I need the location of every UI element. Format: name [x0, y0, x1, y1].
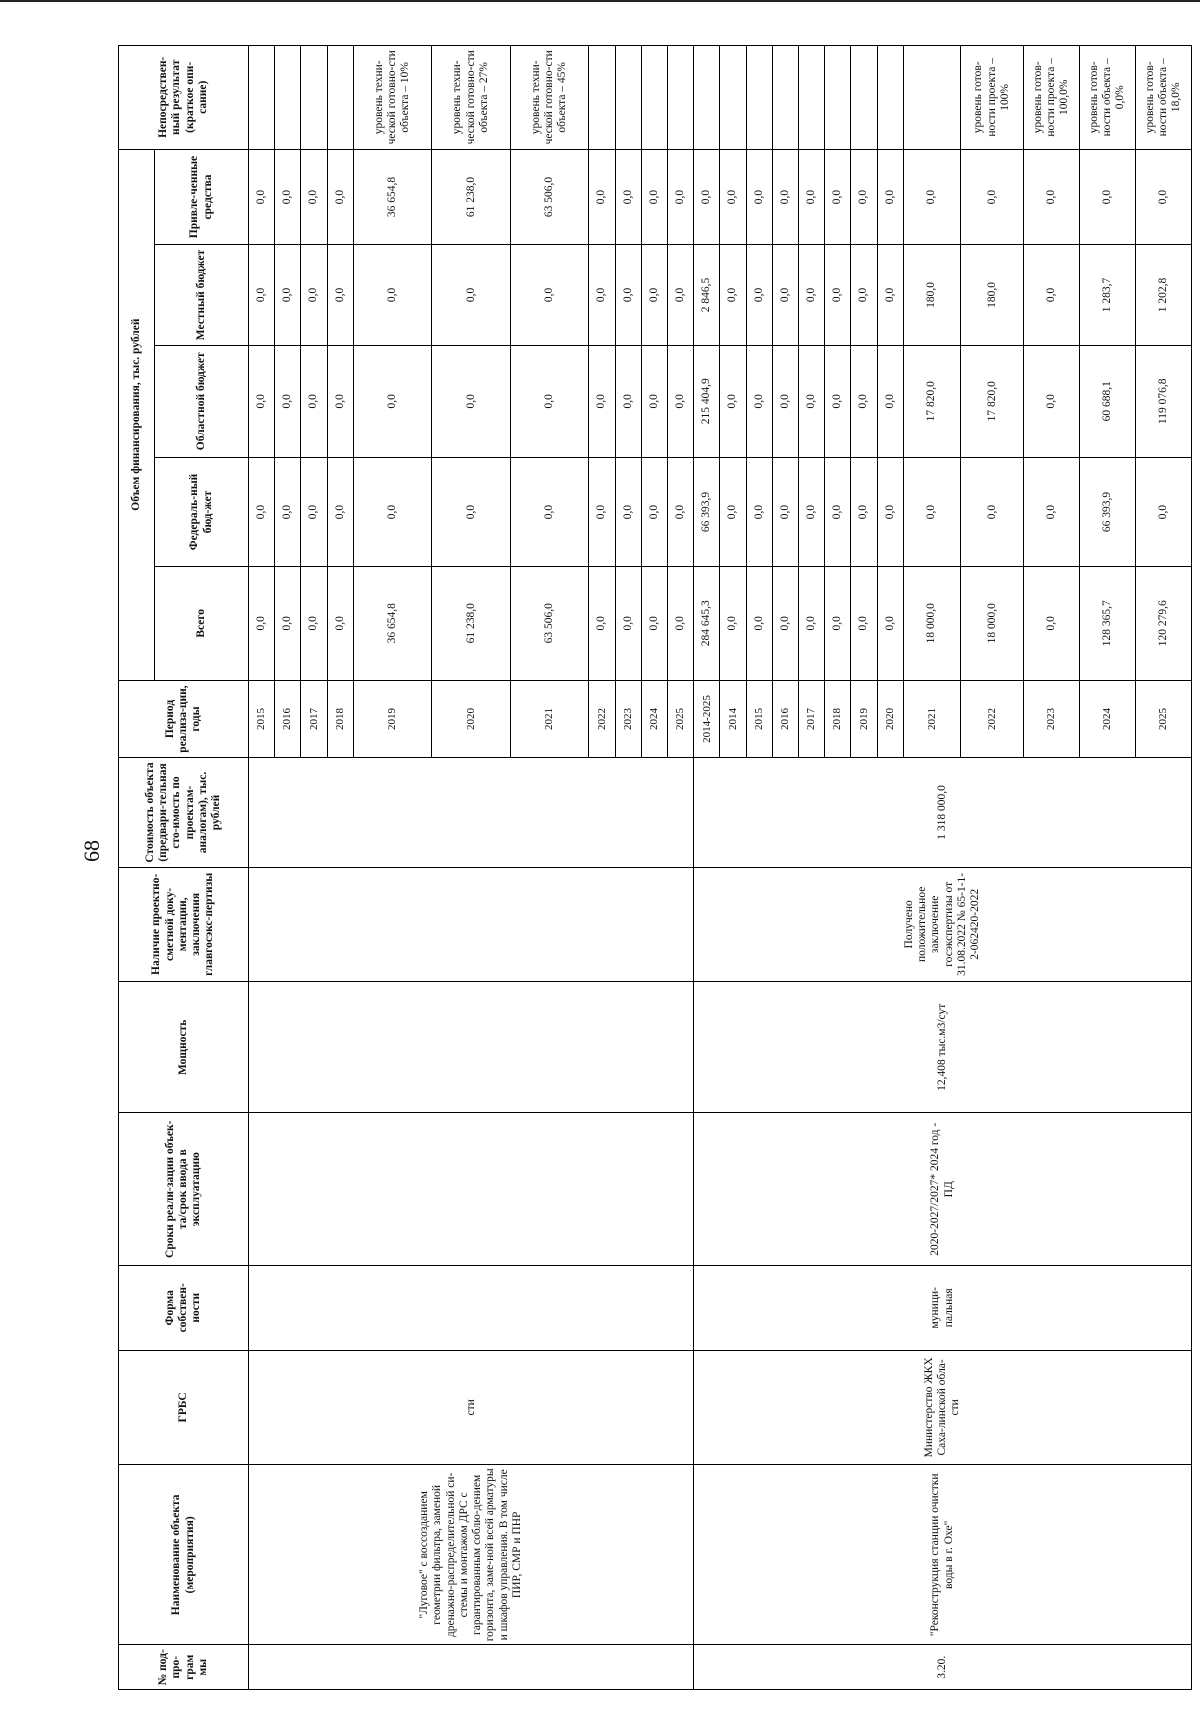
- local-value: 0,0: [275, 245, 301, 345]
- object2-docs: Получено положительное заключение госэкспертизы от 31.08.2022 № 65-1-1-2-062420-2022: [694, 867, 1192, 982]
- object1-docs-cell: [249, 867, 694, 982]
- header-cost: Стоимость объекта (предвари-тельная сто-имость по проектам-аналогам), тыс. рублей: [119, 758, 249, 867]
- attracted-value: 0,0: [825, 149, 851, 245]
- local-value: 180,0: [903, 245, 961, 345]
- regional-value: 0,0: [432, 345, 511, 457]
- period-year: 2017: [798, 680, 824, 758]
- federal-value: 66 393,9: [1080, 457, 1136, 566]
- result-text: уровень техни-ческой готовно-сти объекта – 45%: [510, 46, 589, 150]
- federal-value: 0,0: [798, 457, 824, 566]
- attracted-value: 0,0: [851, 149, 877, 245]
- federal-value: 0,0: [746, 457, 772, 566]
- local-value: 0,0: [589, 245, 615, 345]
- local-value: 0,0: [798, 245, 824, 345]
- federal-value: 0,0: [432, 457, 511, 566]
- result-text: [694, 46, 720, 150]
- object2-cost: 1 318 000,0: [694, 758, 1192, 867]
- regional-value: 0,0: [589, 345, 615, 457]
- federal-value: 0,0: [641, 457, 667, 566]
- local-value: 0,0: [510, 245, 589, 345]
- header-docs: Наличие проектно-сметной доку-ментации, заключения главгосэкс-пертизы: [119, 867, 249, 982]
- header-period: Период реализа-ции, годы: [119, 680, 249, 758]
- object1-cost-cell: [249, 758, 694, 867]
- attracted-value: 0,0: [903, 149, 961, 245]
- result-text: [641, 46, 667, 150]
- federal-value: 0,0: [961, 457, 1024, 566]
- attracted-value: 0,0: [961, 149, 1024, 245]
- federal-value: 0,0: [825, 457, 851, 566]
- object2-ownership: муници-пальная: [694, 1265, 1192, 1350]
- regional-value: 0,0: [301, 345, 327, 457]
- attracted-value: 0,0: [249, 149, 275, 245]
- total-value: 0,0: [641, 567, 667, 681]
- federal-value: 0,0: [301, 457, 327, 566]
- period-year: 2015: [249, 680, 275, 758]
- page-number: 68: [79, 840, 104, 862]
- result-text: уровень готов-ности проекта – 100,0%: [1024, 46, 1080, 150]
- local-value: 0,0: [615, 245, 641, 345]
- result-text: [249, 46, 275, 150]
- attracted-value: 0,0: [589, 149, 615, 245]
- table-body: [249, 46, 1192, 1690]
- federal-value: 66 393,9: [694, 457, 720, 566]
- local-value: 0,0: [851, 245, 877, 345]
- result-text: [746, 46, 772, 150]
- result-text: [772, 46, 798, 150]
- result-text: [615, 46, 641, 150]
- period-year: 2022: [961, 680, 1024, 758]
- attracted-value: 0,0: [668, 149, 694, 245]
- object2-grbs: Министерство ЖКХ Саха-линской обла-сти: [694, 1350, 1192, 1465]
- period-year: 2019: [851, 680, 877, 758]
- regional-value: 0,0: [772, 345, 798, 457]
- total-value: 0,0: [249, 567, 275, 681]
- total-value: 284 645,3: [694, 567, 720, 681]
- total-value: 0,0: [615, 567, 641, 681]
- attracted-value: 0,0: [798, 149, 824, 245]
- period-year: 2023: [1024, 680, 1080, 758]
- result-text: [877, 46, 903, 150]
- period-year: 2018: [327, 680, 353, 758]
- result-text: [589, 46, 615, 150]
- object1-grbs: сти: [249, 1350, 694, 1465]
- object1-capacity-cell: [249, 982, 694, 1113]
- attracted-value: 36 654,8: [353, 149, 432, 245]
- period-year: 2014-2025: [694, 680, 720, 758]
- regional-value: 0,0: [746, 345, 772, 457]
- table-row: [694, 46, 720, 1690]
- period-year: 2024: [641, 680, 667, 758]
- attracted-value: 0,0: [746, 149, 772, 245]
- attracted-value: 0,0: [1135, 149, 1191, 245]
- federal-value: 0,0: [249, 457, 275, 566]
- header-ownership: Форма собствен-ности: [119, 1265, 249, 1350]
- total-value: 18 000,0: [961, 567, 1024, 681]
- object1-num-cell: [249, 1645, 694, 1690]
- federal-value: 0,0: [772, 457, 798, 566]
- attracted-value: 0,0: [301, 149, 327, 245]
- attracted-value: 0,0: [615, 149, 641, 245]
- federal-value: 0,0: [353, 457, 432, 566]
- header-terms: Сроки реали-зации объек-та/срок ввода в эксплуатацию: [119, 1113, 249, 1265]
- result-text: [903, 46, 961, 150]
- header-total: Всего: [155, 567, 249, 681]
- result-text: [668, 46, 694, 150]
- header-num: № под-про-грам мы: [119, 1645, 249, 1690]
- period-year: 2017: [301, 680, 327, 758]
- result-text: [825, 46, 851, 150]
- attracted-value: 0,0: [1080, 149, 1136, 245]
- result-text: [851, 46, 877, 150]
- result-text: уровень техни-ческой готовно-сти объекта – 10%: [353, 46, 432, 150]
- financing-table: [118, 45, 1192, 1690]
- regional-value: 0,0: [798, 345, 824, 457]
- header-name: Наименование объекта (мероприятия): [119, 1465, 249, 1645]
- regional-value: 0,0: [668, 345, 694, 457]
- local-value: 1 283,7: [1080, 245, 1136, 345]
- attracted-value: 0,0: [275, 149, 301, 245]
- local-value: 0,0: [432, 245, 511, 345]
- period-year: 2020: [432, 680, 511, 758]
- attracted-value: 0,0: [720, 149, 746, 245]
- period-year: 2021: [903, 680, 961, 758]
- total-value: 128 365,7: [1080, 567, 1136, 681]
- total-value: 120 279,6: [1135, 567, 1191, 681]
- header-regional: Областной бюджет: [155, 345, 249, 457]
- result-text: [720, 46, 746, 150]
- total-value: 0,0: [668, 567, 694, 681]
- regional-value: 0,0: [510, 345, 589, 457]
- header-capacity: Мощность: [119, 982, 249, 1113]
- header-attracted: Привле-ченные средства: [155, 149, 249, 245]
- total-value: 0,0: [275, 567, 301, 681]
- object1-ownership-cell: [249, 1265, 694, 1350]
- regional-value: 0,0: [353, 345, 432, 457]
- result-text: [327, 46, 353, 150]
- header-result: Непосредствен-ный результат (краткое опи-сание): [119, 46, 249, 150]
- attracted-value: 0,0: [772, 149, 798, 245]
- object2-num: 3.20.: [694, 1645, 1192, 1690]
- federal-value: 0,0: [275, 457, 301, 566]
- federal-value: 0,0: [1024, 457, 1080, 566]
- total-value: 0,0: [327, 567, 353, 681]
- regional-value: 0,0: [275, 345, 301, 457]
- total-value: 0,0: [877, 567, 903, 681]
- local-value: 2 846,5: [694, 245, 720, 345]
- total-value: 0,0: [825, 567, 851, 681]
- regional-value: 0,0: [877, 345, 903, 457]
- regional-value: 0,0: [327, 345, 353, 457]
- local-value: 0,0: [668, 245, 694, 345]
- local-value: 0,0: [772, 245, 798, 345]
- result-text: уровень готов-ности объекта – 0,0%: [1080, 46, 1136, 150]
- period-year: 2025: [668, 680, 694, 758]
- regional-value: 17 820,0: [903, 345, 961, 457]
- object1-name: "Луговое" с воссозданием геометрии фильтра, заменой дренажно-распределительной си-стемы и монтажом ДРС с гарантированным соблю-дением горизонта, заме-ной всей арматуры и шкафов управления. В том числе ПИР, СМР и ПНР: [249, 1465, 694, 1645]
- result-text: [301, 46, 327, 150]
- federal-value: 0,0: [851, 457, 877, 566]
- period-year: 2016: [772, 680, 798, 758]
- total-value: 0,0: [851, 567, 877, 681]
- period-year: 2014: [720, 680, 746, 758]
- attracted-value: 63 506,0: [510, 149, 589, 245]
- header-grbs: ГРБС: [119, 1350, 249, 1465]
- regional-value: 0,0: [1024, 345, 1080, 457]
- attracted-value: 61 238,0: [432, 149, 511, 245]
- federal-value: 0,0: [903, 457, 961, 566]
- header-local: Местный бюджет: [155, 245, 249, 345]
- total-value: 0,0: [798, 567, 824, 681]
- federal-value: 0,0: [589, 457, 615, 566]
- regional-value: 0,0: [249, 345, 275, 457]
- attracted-value: 0,0: [694, 149, 720, 245]
- period-year: 2018: [825, 680, 851, 758]
- regional-value: 0,0: [615, 345, 641, 457]
- local-value: 0,0: [877, 245, 903, 345]
- federal-value: 0,0: [1135, 457, 1191, 566]
- total-value: 0,0: [746, 567, 772, 681]
- local-value: 180,0: [961, 245, 1024, 345]
- local-value: 0,0: [825, 245, 851, 345]
- result-text: уровень техни-ческой готовно-сти объекта – 27%: [432, 46, 511, 150]
- regional-value: 119 076,8: [1135, 345, 1191, 457]
- attracted-value: 0,0: [327, 149, 353, 245]
- local-value: 0,0: [720, 245, 746, 345]
- regional-value: 0,0: [720, 345, 746, 457]
- local-value: 1 202,8: [1135, 245, 1191, 345]
- total-value: 18 000,0: [903, 567, 961, 681]
- header-funding-group: Объем финансирования, тыс. рублей: [119, 149, 155, 680]
- local-value: 0,0: [746, 245, 772, 345]
- period-year: 2020: [877, 680, 903, 758]
- table-row: [249, 46, 275, 1690]
- period-year: 2016: [275, 680, 301, 758]
- federal-value: 0,0: [510, 457, 589, 566]
- period-year: 2022: [589, 680, 615, 758]
- local-value: 0,0: [249, 245, 275, 345]
- regional-value: 0,0: [825, 345, 851, 457]
- object2-capacity: 12,408 тыс.м3/сут: [694, 982, 1192, 1113]
- total-value: 61 238,0: [432, 567, 511, 681]
- attracted-value: 0,0: [1024, 149, 1080, 245]
- period-year: 2025: [1135, 680, 1191, 758]
- result-text: [275, 46, 301, 150]
- period-year: 2015: [746, 680, 772, 758]
- result-text: [798, 46, 824, 150]
- total-value: 0,0: [301, 567, 327, 681]
- regional-value: 215 404,9: [694, 345, 720, 457]
- period-year: 2019: [353, 680, 432, 758]
- period-year: 2023: [615, 680, 641, 758]
- federal-value: 0,0: [720, 457, 746, 566]
- regional-value: 0,0: [851, 345, 877, 457]
- regional-value: 60 688,1: [1080, 345, 1136, 457]
- local-value: 0,0: [353, 245, 432, 345]
- rotated-table-wrapper: [118, 45, 1192, 1690]
- header-federal: Федераль-ный бюд-жет: [155, 457, 249, 566]
- federal-value: 0,0: [327, 457, 353, 566]
- object2-name: "Реконструкция станции очистки воды в г. Охе": [694, 1465, 1192, 1645]
- total-value: 0,0: [720, 567, 746, 681]
- federal-value: 0,0: [668, 457, 694, 566]
- total-value: 0,0: [772, 567, 798, 681]
- regional-value: 17 820,0: [961, 345, 1024, 457]
- attracted-value: 0,0: [877, 149, 903, 245]
- total-value: 0,0: [1024, 567, 1080, 681]
- object2-terms: 2020-2027/2027* 2024 год - ПД: [694, 1113, 1192, 1265]
- attracted-value: 0,0: [641, 149, 667, 245]
- local-value: 0,0: [1024, 245, 1080, 345]
- federal-value: 0,0: [615, 457, 641, 566]
- top-rule: [0, 0, 1200, 2]
- total-value: 0,0: [589, 567, 615, 681]
- total-value: 63 506,0: [510, 567, 589, 681]
- result-text: уровень готов-ности проекта – 100%: [961, 46, 1024, 150]
- local-value: 0,0: [641, 245, 667, 345]
- regional-value: 0,0: [641, 345, 667, 457]
- period-year: 2021: [510, 680, 589, 758]
- period-year: 2024: [1080, 680, 1136, 758]
- local-value: 0,0: [301, 245, 327, 345]
- federal-value: 0,0: [877, 457, 903, 566]
- object1-terms-cell: [249, 1113, 694, 1265]
- total-value: 36 654,8: [353, 567, 432, 681]
- result-text: уровень готов-ности объекта – 18,0%: [1135, 46, 1191, 150]
- local-value: 0,0: [327, 245, 353, 345]
